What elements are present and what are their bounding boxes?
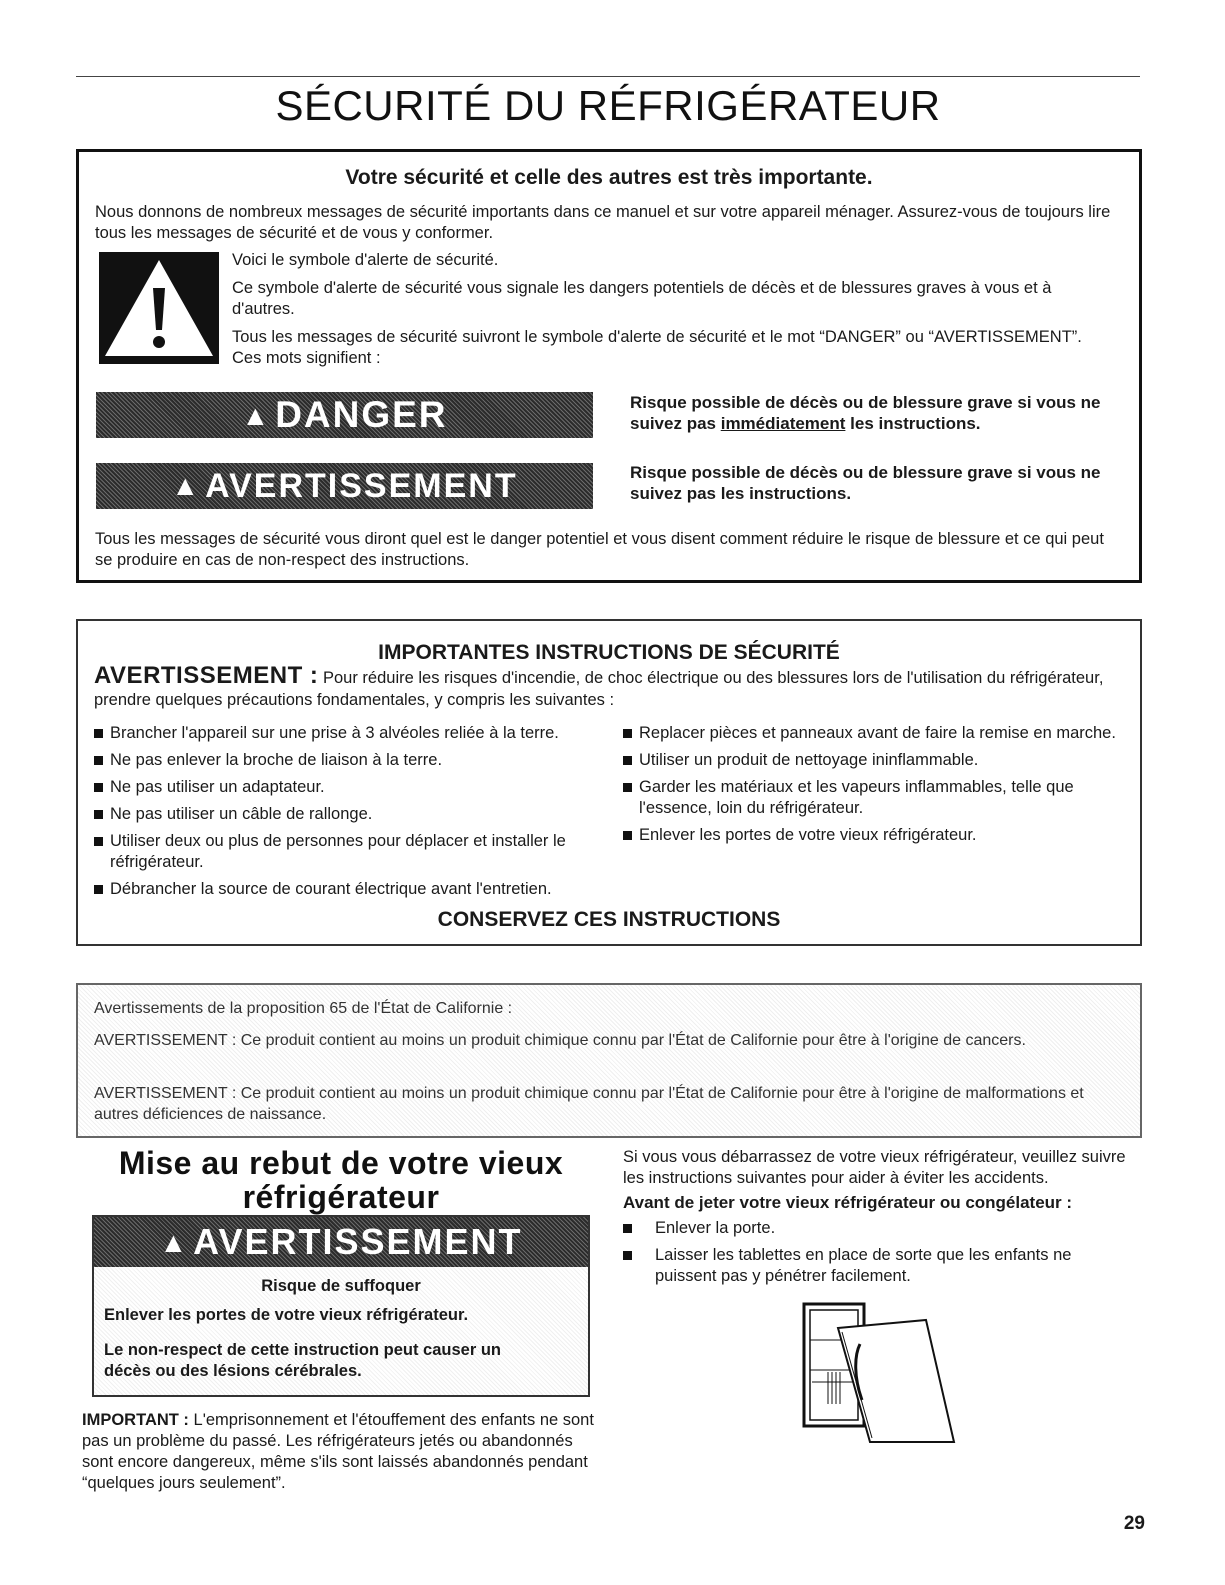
- list-item: Enlever la porte.: [623, 1218, 1123, 1239]
- prop65-line-2: AVERTISSEMENT : Ce produit contient au moins un produit chimique connu par l'État de Californie pour être à l'origine de cancers.: [94, 1032, 1026, 1049]
- list-item: Ne pas utiliser un adaptateur.: [94, 777, 604, 798]
- top-rule: [76, 76, 1140, 77]
- important-label: IMPORTANT :: [82, 1411, 189, 1429]
- important-instructions-box: [76, 619, 1142, 946]
- list-item: Garder les matériaux et les vapeurs inflammables, telle que l'essence, loin du réfrigérateur.: [623, 777, 1133, 819]
- list-item: Utiliser deux ou plus de personnes pour déplacer et installer le réfrigérateur.: [94, 831, 604, 873]
- risk-title: Risque de suffoquer: [261, 1277, 421, 1295]
- safety-footer: Tous les messages de sécurité vous diront quel est le danger potentiel et vous disent comment réduire le risque de blessure et ce qui peut se produire en cas de non-respect des instructions.: [95, 530, 1104, 569]
- disposal-heading-line-2: réfrigérateur: [242, 1179, 440, 1215]
- symbol-line-3: Tous les messages de sécurité suivront le symbole d'alerte de sécurité et le mot “DANGER” ou “AVERTISSEMENT”. Ces mots signifient :: [232, 328, 1082, 367]
- danger-desc-underline: immédiatement: [720, 414, 846, 433]
- disposal-steps-heading: Avant de jeter votre vieux réfrigérateur ou congélateur :: [623, 1193, 1073, 1212]
- disposal-intro: Si vous vous débarrassez de votre vieux réfrigérateur, veuillez suivre les instructions suivantes pour aider à éviter les accidents.: [623, 1148, 1126, 1187]
- suffocation-warning-box: [92, 1215, 590, 1397]
- important-text: L'emprisonnement et l'étouffement des enfants ne sont pas un problème du passé. Les réfrigérateurs jetés ou abandonnés sont encore dangereux, même s'ils sont laissés abandonnés pendant “quelques jours seulement”.: [82, 1411, 594, 1492]
- danger-desc-post: les instructions.: [845, 414, 981, 433]
- risk-line-2: Le non-respect de cette instruction peut causer un décès ou des lésions cérébrales.: [104, 1341, 501, 1380]
- alert-triangle-icon: ▲: [241, 400, 272, 431]
- disposal-steps-list: [623, 1218, 1123, 1293]
- warning-label: AVERTISSEMENT: [205, 467, 518, 505]
- danger-signal-bar: [96, 392, 593, 438]
- list-item: Replacer pièces et panneaux avant de faire la remise en marche.: [623, 723, 1133, 744]
- instructions-heading: IMPORTANTES INSTRUCTIONS DE SÉCURITÉ: [378, 641, 840, 664]
- safety-intro: Nous donnons de nombreux messages de sécurité importants dans ce manuel et sur votre appareil ménager. Assurez-vous de toujours lire tous les messages de sécurité et de vous y conformer.: [95, 203, 1111, 242]
- symbol-line-2: Ce symbole d'alerte de sécurité vous signale les dangers potentiels de décès et de blessures graves à vous et à d'autres.: [232, 279, 1052, 318]
- instructions-warning-text: Pour réduire les risques d'incendie, de choc électrique ou des blessures lors de l'utilisation du réfrigérateur, prendre quelques précautions fondamentales, y compris les suivantes :: [94, 669, 1104, 709]
- list-item: Ne pas utiliser un câble de rallonge.: [94, 804, 604, 825]
- warning-signal-bar: [96, 463, 593, 509]
- danger-desc-pre: Risque possible de décès ou de blessure grave si vous ne suivez pas: [630, 393, 1101, 433]
- list-item: Utiliser un produit de nettoyage ininflammable.: [623, 750, 1133, 771]
- safety-message-box: [76, 149, 1142, 583]
- prop65-line-1: Avertissements de la proposition 65 de l'État de Californie :: [94, 1000, 513, 1017]
- list-item: Enlever les portes de votre vieux réfrigérateur.: [623, 825, 1133, 846]
- prop65-line-3: AVERTISSEMENT : Ce produit contient au moins un produit chimique connu par l'État de Californie pour être à l'origine de malformations et autres déficiences de naissance.: [94, 1085, 1084, 1123]
- safety-heading: Votre sécurité et celle des autres est très importante.: [345, 166, 873, 189]
- instructions-left-list: [94, 723, 604, 906]
- disposal-warning-bar: [94, 1217, 588, 1267]
- danger-label: DANGER: [275, 394, 448, 435]
- instructions-right-list: [623, 723, 1133, 852]
- important-note: [82, 1410, 597, 1494]
- list-item: Ne pas enlever la broche de liaison à la terre.: [94, 750, 604, 771]
- list-item: Débrancher la source de courant électrique avant l'entretien.: [94, 879, 604, 900]
- prop65-box: [76, 983, 1142, 1138]
- disposal-heading: [92, 1146, 590, 1214]
- refrigerator-door-removed-illustration: [798, 1296, 968, 1448]
- alert-triangle-icon: ▲: [171, 470, 202, 501]
- disposal-heading-line-1: Mise au rebut de votre vieux: [118, 1145, 564, 1181]
- safety-alert-icon: [99, 252, 219, 364]
- instructions-warning: [94, 662, 1124, 711]
- symbol-line-1: Voici le symbole d'alerte de sécurité.: [232, 251, 499, 269]
- instructions-warning-word: AVERTISSEMENT :: [94, 662, 319, 689]
- risk-line-1: Enlever les portes de votre vieux réfrigérateur.: [104, 1306, 469, 1324]
- danger-description: [630, 392, 1130, 434]
- alert-triangle-icon: ▲: [159, 1227, 190, 1258]
- page-title: SÉCURITÉ DU RÉFRIGÉRATEUR: [275, 82, 941, 129]
- disposal-warning-label: AVERTISSEMENT: [193, 1221, 523, 1262]
- list-item: Laisser les tablettes en place de sorte que les enfants ne puissent pas y pénétrer facilement.: [623, 1245, 1123, 1287]
- instructions-footer: CONSERVEZ CES INSTRUCTIONS: [437, 908, 781, 931]
- page-number: 29: [1123, 1513, 1145, 1534]
- warning-description: Risque possible de décès ou de blessure grave si vous ne suivez pas les instructions.: [630, 463, 1101, 503]
- list-item: Brancher l'appareil sur une prise à 3 alvéoles reliée à la terre.: [94, 723, 604, 744]
